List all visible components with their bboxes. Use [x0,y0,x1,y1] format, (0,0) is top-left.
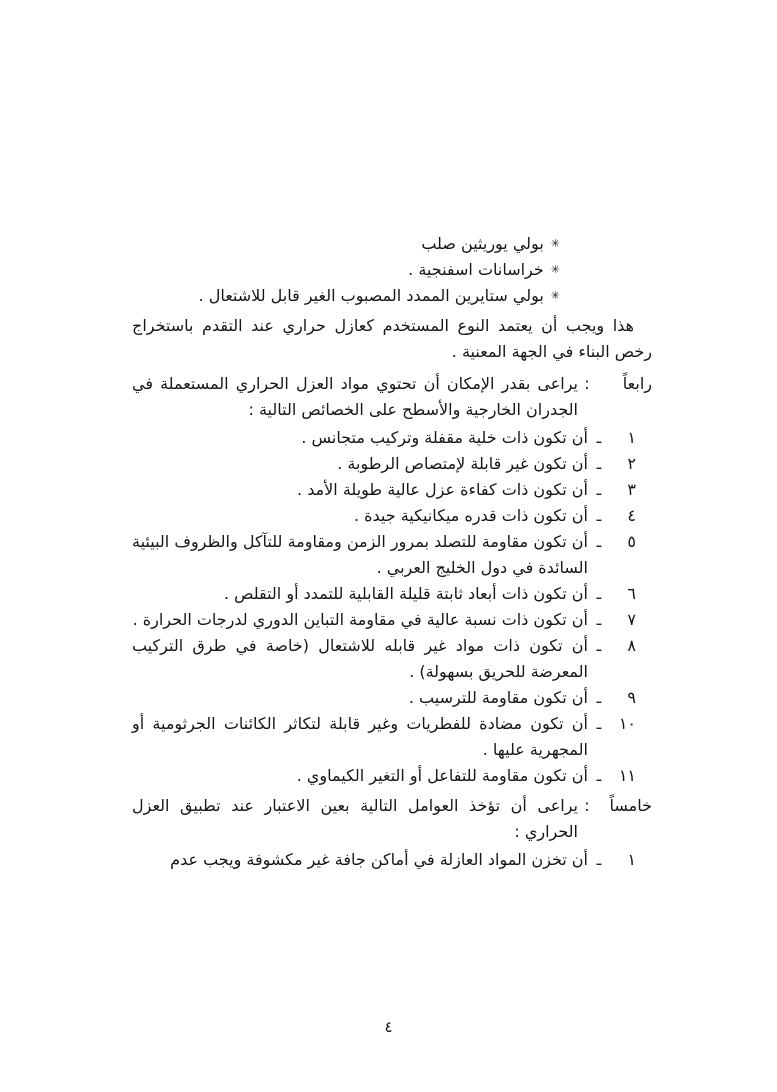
item-dash: ـ [596,480,602,499]
bullet-text: خراسانات اسفنجية . [408,260,544,279]
item-text: أن تكون مقاومة للترسيب . [408,688,588,707]
item-dash: ـ [596,688,602,707]
item-dash: ـ [596,428,602,447]
item-dash: ـ [596,454,602,473]
item-text: أن تكون مقاومة للتفاعل أو التغير الكيماوي . [296,766,588,785]
bullet-text: بولي يوريثين صلب [421,234,544,253]
section-fourth [132,371,652,423]
list-item [132,633,636,685]
item-number: ١١ [618,766,636,785]
item-text: أن تكون ذات نسبة عالية في مقاومة التباين الدوري لدرجات الحرارة . [132,610,588,629]
list-item [132,607,636,633]
item-dash: ـ [596,850,602,869]
item-number: ٤ [627,506,636,525]
page-number: ٤ [384,1018,393,1036]
list-item [132,503,636,529]
section-label: رابعاً [622,374,652,393]
item-number: ٦ [627,584,636,603]
item-dash: ـ [596,584,602,603]
item-text: أن تكون ذات خلية مقفلة وتركيب متجانس . [301,428,588,447]
list-item [132,425,636,451]
list-item [132,763,636,789]
list-item [132,477,636,503]
section-separator: : [584,796,590,815]
bullet-text: بولي ستايرين الممدد المصبوب الغير قابل للاشتعال . [198,286,544,305]
bullet-item [132,231,560,257]
section-text: يراعى أن تؤخذ العوامل التالية بعين الاعتبار عند تطبيق العزل الحراري : [132,796,578,841]
item-dash: ـ [596,714,602,733]
item-number: ١ [627,850,636,869]
item-text: أن تكون مضادة للفطريات وغير قابلة لتكاثر الكائنات الجرثومية أو المجهرية عليها . [132,714,588,759]
list-item [132,711,636,763]
section-fifth [132,793,652,845]
item-text: أن تكون ذات مواد غير قابله للاشتعال (خاصة في طرق التركيب المعرضة للحريق بسهولة) . [132,636,588,681]
asterisk-icon: ✳ [550,237,560,250]
item-number: ٨ [627,636,636,655]
list-item [132,529,636,581]
bullet-item [132,283,560,309]
item-text: أن تكون غير قابلة لإمتصاص الرطوبة . [337,454,588,473]
section-fifth-items [132,847,652,873]
bullet-item [132,257,560,283]
item-dash: ـ [596,610,602,629]
intro-paragraph: هذا ويجب أن يعتمد النوع المستخدم كعازل حراري عند التقدم باستخراج رخص البناء في الجهة المعنية . [132,316,652,361]
item-number: ٥ [627,532,636,551]
list-item [132,847,636,873]
item-dash: ـ [596,636,602,655]
item-text: أن تخزن المواد العازلة في أماكن جافة غير مكشوفة ويجب عدم [170,850,588,869]
section-text: يراعى بقدر الإمكان أن تحتوي مواد العزل الحراري المستعملة في الجدران الخارجية والأسطح على الخصائص التالية : [132,374,578,419]
page-content [132,231,652,873]
item-number: ١ [627,428,636,447]
bullet-list [132,231,652,309]
item-text: أن تكون ذات كفاءة عزل عالية طويلة الأمد . [297,480,588,499]
list-item [132,685,636,711]
asterisk-icon: ✳ [550,289,560,302]
item-number: ١٠ [618,714,636,733]
list-item [132,451,636,477]
asterisk-icon: ✳ [550,263,560,276]
section-fourth-items [132,425,652,789]
item-text: أن تكون مقاومة للتصلد بمرور الزمن ومقاومة للتآكل والظروف البيئية السائدة في دول الخليج العربي . [132,532,588,577]
item-dash: ـ [596,506,602,525]
section-separator: : [584,374,590,393]
list-item [132,581,636,607]
item-number: ٧ [627,610,636,629]
item-number: ٣ [627,480,636,499]
item-dash: ـ [596,766,602,785]
item-number: ٢ [627,454,636,473]
item-text: أن تكون ذات قدره ميكانيكية جيدة . [353,506,588,525]
item-number: ٩ [627,688,636,707]
item-dash: ـ [596,532,602,551]
item-text: أن تكون ذات أبعاد ثابتة قليلة القابلية للتمدد أو التقلص . [223,584,588,603]
section-label: خامساً [609,796,652,815]
